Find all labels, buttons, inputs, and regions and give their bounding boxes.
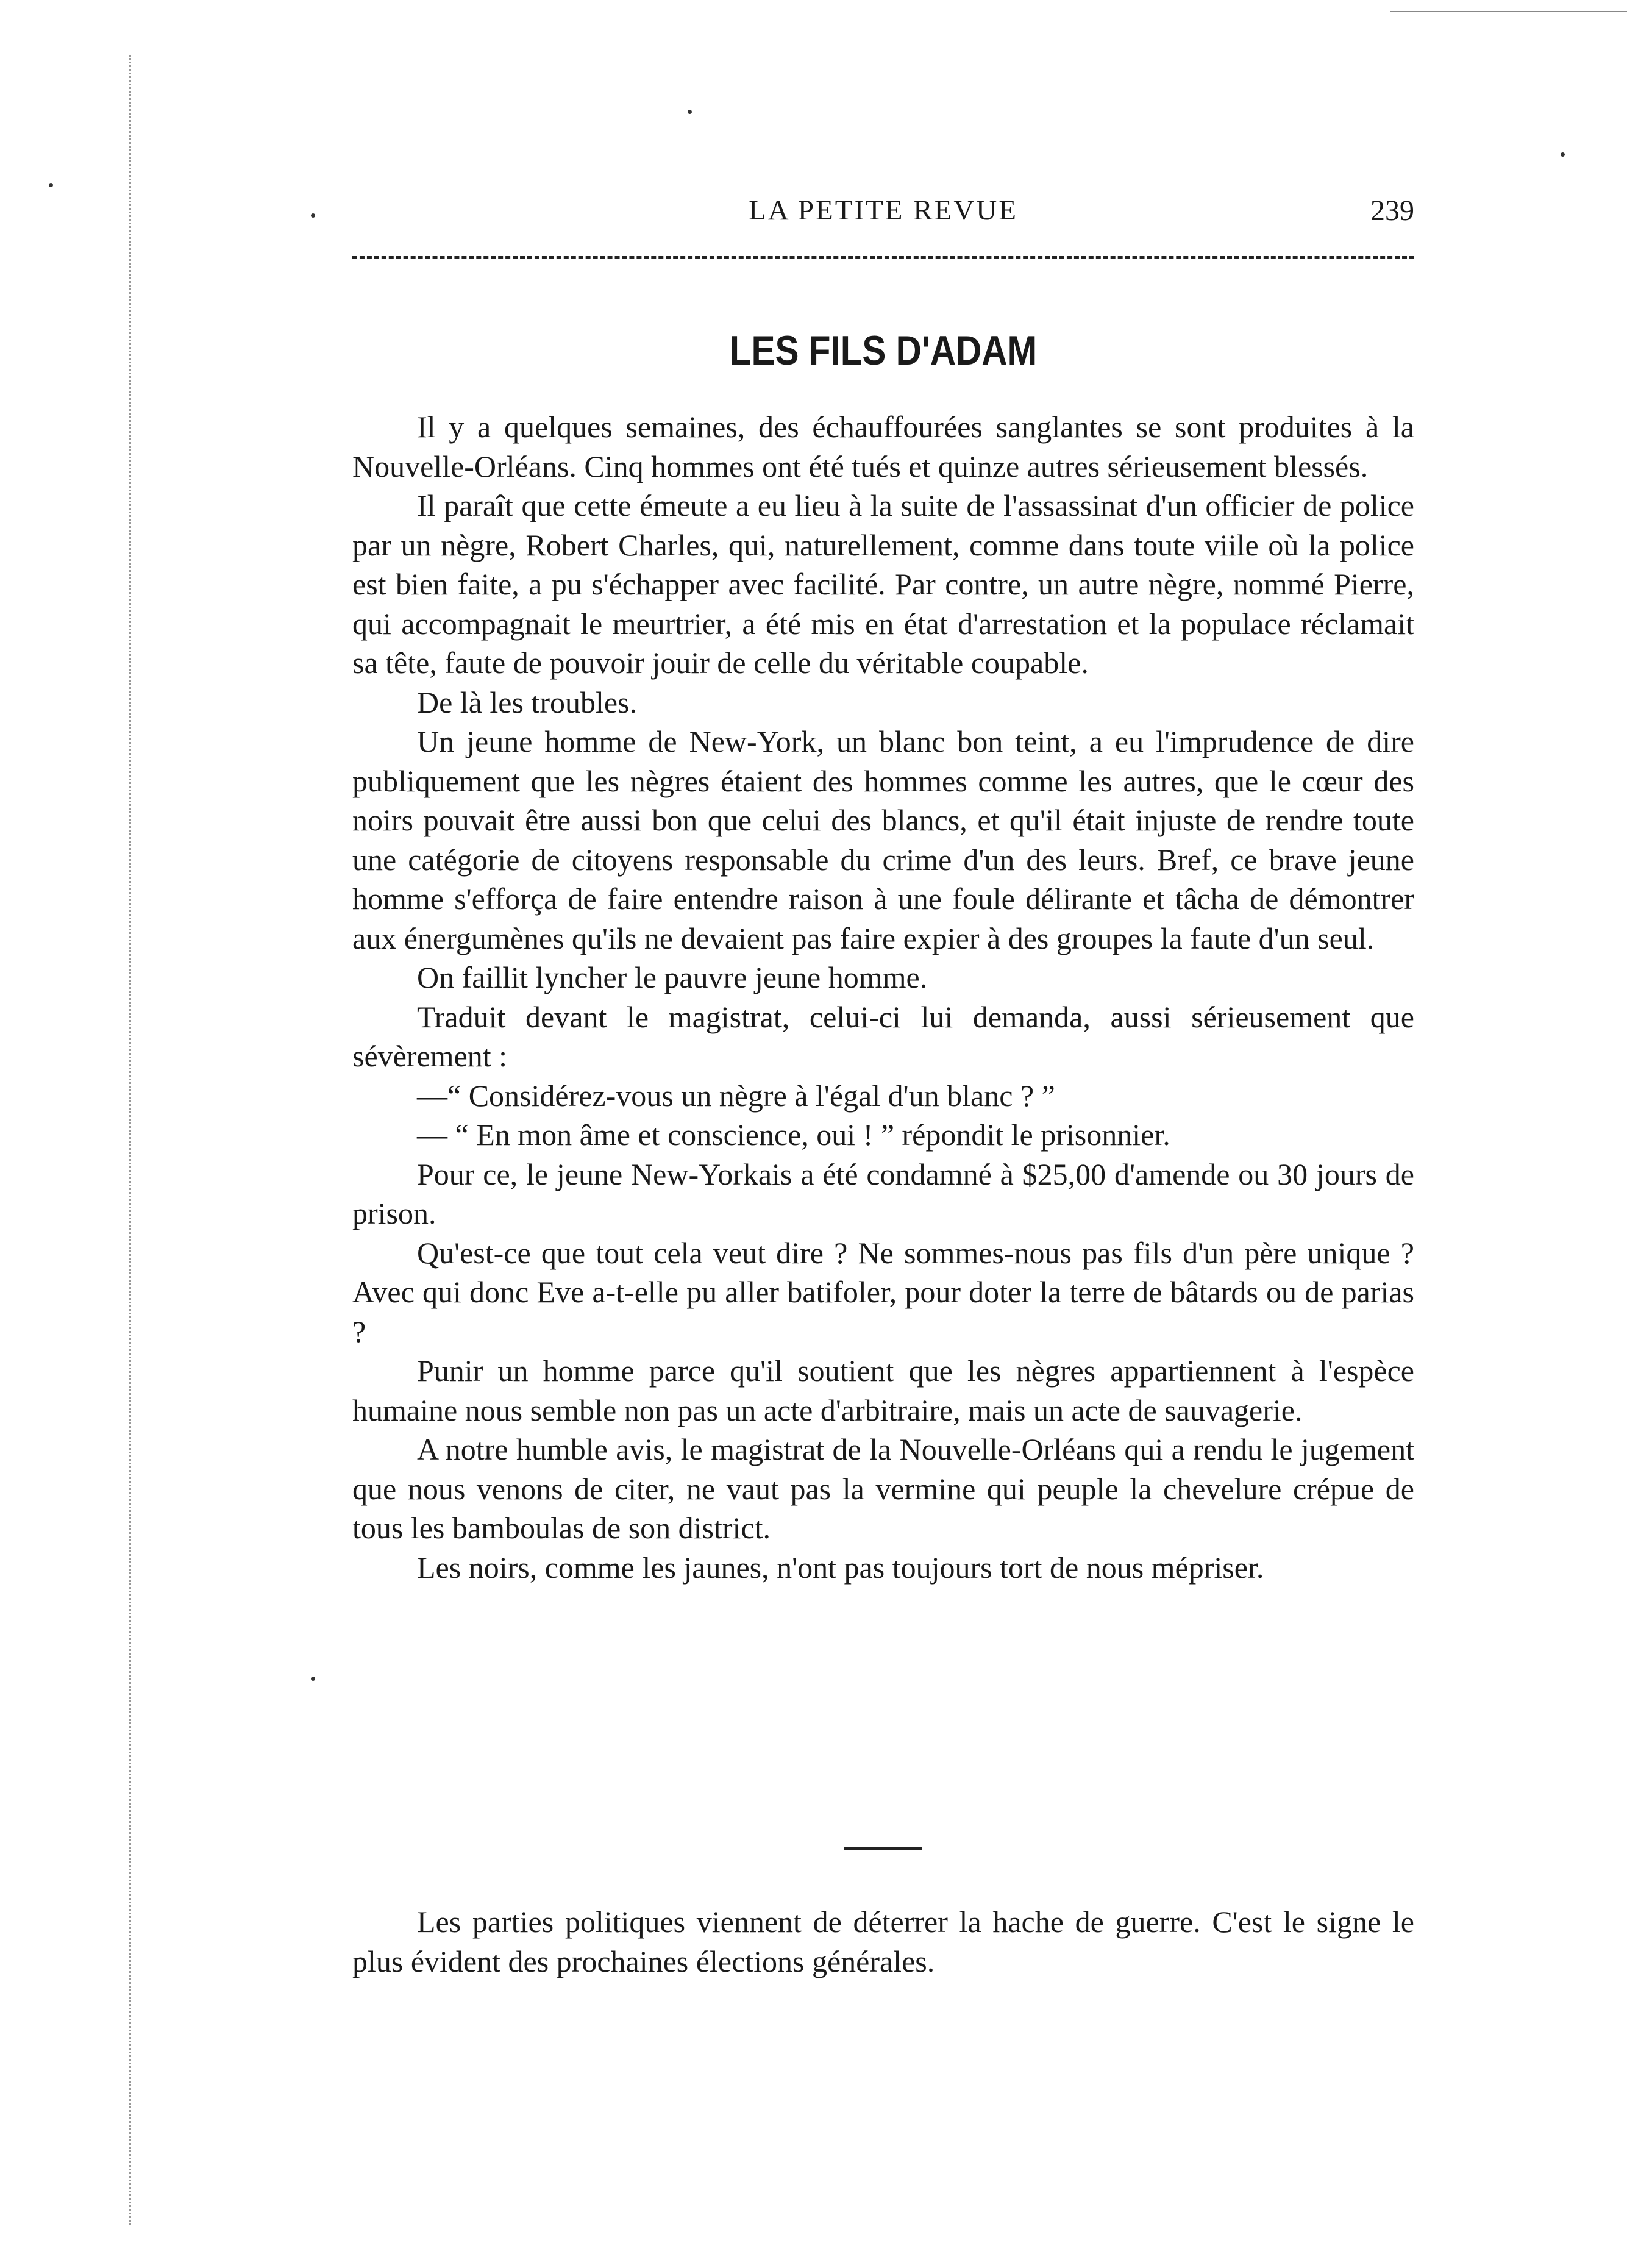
running-title: LA PETITE REVUE	[749, 194, 1018, 226]
paragraph: On faillit lyncher le pauvre jeune homme.	[417, 960, 928, 994]
ink-speck	[311, 1677, 315, 1681]
paragraph: Punir un homme parce qu'il soutient que les nègres appartiennent à l'espèce humaine nous semble non pas un acte d'arbitraire, mais un acte de sauvagerie.	[352, 1353, 1414, 1427]
article-title: LES FILS D'ADAM	[729, 327, 1038, 374]
paragraph: A notre humble avis, le magistrat de la Nouvelle-Orléans qui a rendu le jugement que nous venons de citer, ne vaut pas la vermine qui peuple la chevelure crépue de tous les bamboulas de son district.	[352, 1432, 1414, 1545]
paragraph: Pour ce, le jeune New-Yorkais a été condamné à $25,00 d'amende ou 30 jours de prison.	[352, 1157, 1414, 1230]
paragraph: De là les troubles.	[417, 685, 638, 719]
header-rule	[352, 256, 1414, 259]
paragraph: Les parties politiques viennent de déterrer la hache de guerre. C'est le signe le plus évident des prochaines élections générales.	[352, 1905, 1414, 1978]
running-header	[352, 194, 1414, 237]
top-edge-rule	[1390, 11, 1627, 12]
article-body	[352, 407, 1414, 1587]
paragraph: Il paraît que cette émeute a eu lieu à la suite de l'assassinat d'un officier de police par un nègre, Robert Charles, qui, naturellement, comme dans toute viile où la police est bien faite, a pu s'échapper avec facilité. Par contre, un autre nègre, nommé Pierre, qui accompagnait le meurtrier, a été mis en état d'arrestation et la populace réclamait sa tête, faute de pouvoir jouir de celle du véritable coupable.	[352, 488, 1414, 680]
page-number: 239	[1370, 194, 1414, 227]
ink-speck	[49, 183, 53, 187]
ink-speck	[1561, 152, 1565, 157]
section-separator	[844, 1847, 922, 1850]
closing-note	[352, 1902, 1414, 1981]
paragraph: Les noirs, comme les jaunes, n'ont pas toujours tort de nous mépriser.	[417, 1550, 1264, 1585]
paragraph: — “ En mon âme et conscience, oui ! ” répondit le prisonnier.	[417, 1118, 1170, 1152]
paragraph: Un jeune homme de New-York, un blanc bon teint, a eu l'imprudence de dire publiquement que les nègres étaient des hommes comme les autres, que le cœur des noirs pouvait être aussi bon que celui des blancs, et qu'il était injuste de rendre toute une catégorie de citoyens responsable du crime d'un des leurs. Bref, ce brave jeune homme s'efforça de faire entendre raison à une foule délirante et tâcha de démontrer aux énergumènes qu'ils ne devaient pas faire expier à des groupes la faute d'un seul.	[352, 724, 1414, 955]
paragraph: Qu'est-ce que tout cela veut dire ? Ne sommes-nous pas fils d'un père unique ? Avec qui donc Eve a-t-elle pu aller batifoler, pour doter la terre de bâtards ou de parias ?	[352, 1235, 1414, 1349]
paragraph: Il y a quelques semaines, des échauffourées sanglantes se sont produites à la Nouvelle-Orléans. Cinq hommes ont été tués et quinze autres sérieusement blessés.	[352, 410, 1414, 483]
paragraph: —“ Considérez-vous un nègre à l'égal d'un blanc ? ”	[417, 1078, 1055, 1113]
ink-speck	[311, 213, 315, 218]
binding-margin-marks	[129, 55, 135, 2225]
ink-speck	[688, 110, 692, 114]
paragraph: Traduit devant le magistrat, celui-ci lui demanda, aussi sérieusement que sévèrement :	[352, 999, 1414, 1073]
